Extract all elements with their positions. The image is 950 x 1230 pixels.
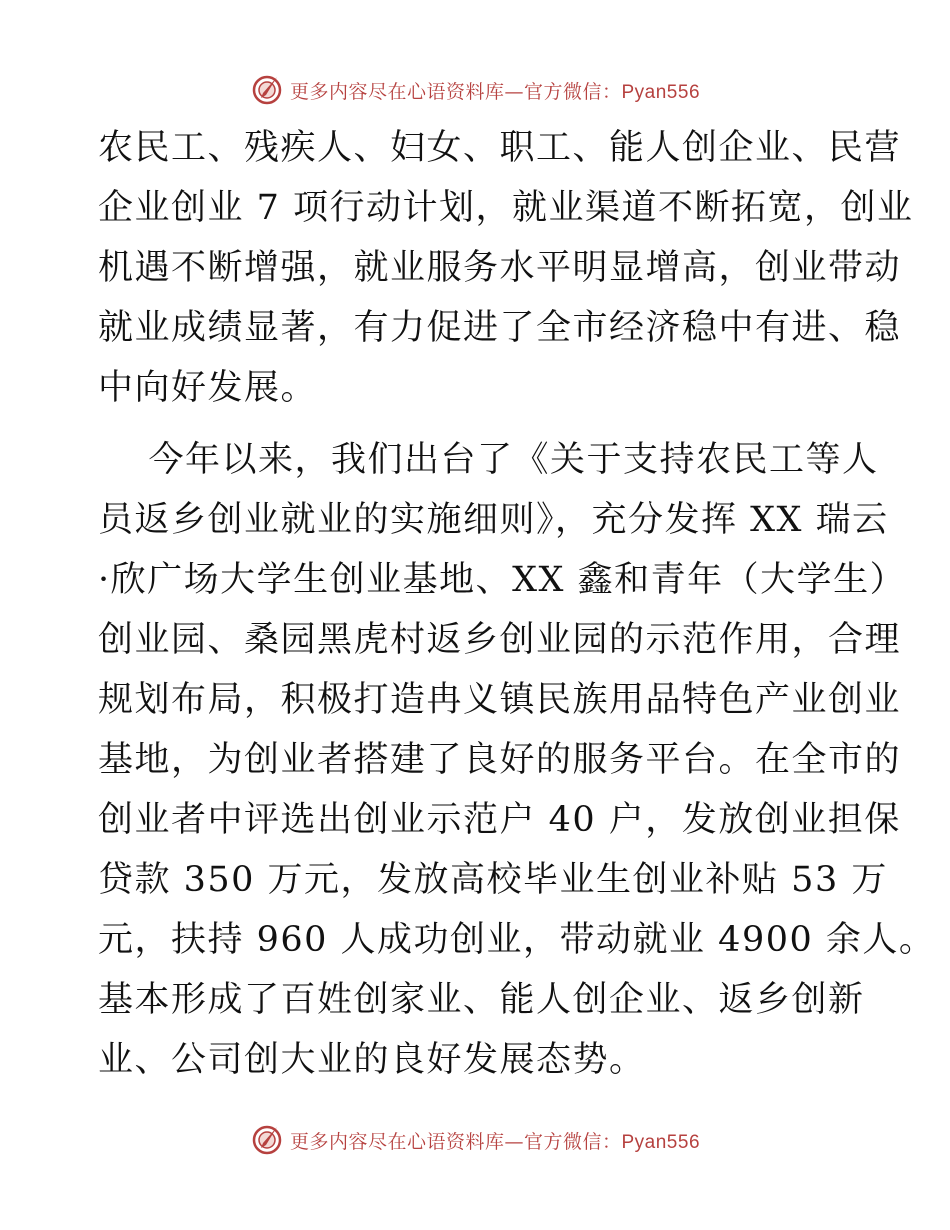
footer-watermark — [0, 1120, 950, 1160]
quill-seal-icon — [250, 73, 284, 107]
text-line: 今年以来，我们出台了《关于支持农民工等人 — [98, 440, 879, 480]
text-line: 元，扶持 960 人成功创业，带动就业 4900 余人。 — [98, 920, 936, 960]
watermark-wechat-id: Pyan556 — [621, 1131, 701, 1153]
quill-seal-icon — [250, 1123, 284, 1157]
text-line: 创业园、桑园黑虎村返乡创业园的示范作用，合理 — [98, 620, 902, 660]
text-line: 贷款 350 万元，发放高校毕业生创业补贴 53 万 — [98, 860, 888, 900]
text-line: 员返乡创业就业的实施细则》，充分发挥 XX 瑞云 — [98, 500, 889, 540]
text-line: 基本形成了百姓创家业、能人创企业、返乡创新 — [98, 980, 865, 1020]
text-line: ·欣广场大学生创业基地、XX 鑫和青年（大学生） — [98, 560, 907, 600]
text-line: 规划布局，积极打造冉义镇民族用品特色产业创业 — [98, 680, 902, 720]
header-watermark — [0, 70, 950, 110]
text-line: 就业成绩显著，有力促进了全市经济稳中有进、稳 — [98, 308, 902, 348]
text-line: 业、公司创大业的良好发展态势。 — [98, 1040, 646, 1080]
watermark-text: 更多内容尽在心语资料库—官方微信：Pyan556 — [289, 80, 701, 103]
text-line: 机遇不断增强，就业服务水平明显增高，创业带动 — [98, 248, 902, 288]
paragraph-1 — [98, 118, 914, 418]
text-line: 中向好发展。 — [98, 368, 318, 408]
text-line: 基地，为创业者搭建了良好的服务平台。在全市的 — [98, 740, 902, 780]
watermark-wechat-id: Pyan556 — [621, 81, 701, 103]
paragraph-2 — [98, 430, 936, 1090]
text-line: 企业创业 7 项行动计划，就业渠道不断拓宽，创业 — [98, 188, 914, 228]
document-body — [98, 118, 936, 1090]
text-line: 农民工、残疾人、妇女、职工、能人创企业、民营 — [98, 128, 902, 168]
watermark-text: 更多内容尽在心语资料库—官方微信：Pyan556 — [289, 1130, 701, 1153]
text-line: 创业者中评选出创业示范户 40 户，发放创业担保 — [98, 800, 901, 840]
